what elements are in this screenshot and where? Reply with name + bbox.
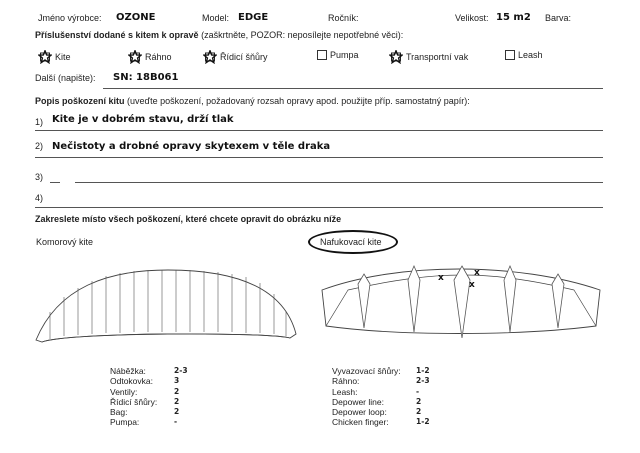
spec-row — [110, 397, 188, 407]
accessories-note: (zaškrtněte, POZOR: neposílejte nepotřebné věci): — [201, 30, 404, 40]
damage-note: (uveďte poškození, požadovaný rozsah opravy apod. použijte příp. samostatný papír): — [127, 96, 470, 106]
foil-kite-label: Komorový kite — [36, 237, 94, 247]
spec-row — [110, 366, 188, 376]
spec-label: Pumpa: — [110, 417, 140, 428]
damage-line-number: 2) — [35, 141, 44, 151]
accessory-label: Řídicí šňůry — [220, 52, 268, 62]
damage-line-rule — [35, 157, 603, 158]
accessory-label: Ráhno — [145, 52, 172, 62]
spec-label: Odtokovka: — [110, 376, 153, 387]
spec-label: Chicken finger: — [332, 417, 389, 428]
spec-label: Ráhno: — [332, 376, 360, 387]
maker-label: Jméno výrobce: — [38, 13, 102, 23]
maker-value[interactable]: OZONE — [116, 12, 156, 23]
accessories-heading — [35, 30, 403, 40]
spec-row — [332, 387, 430, 397]
damage-heading — [35, 96, 470, 106]
spec-value[interactable]: - — [416, 386, 420, 396]
accessory-bag[interactable] — [389, 50, 468, 64]
spec-row — [110, 417, 188, 427]
damage-title: Popis poškození kitu — [35, 96, 125, 106]
other-label: Další (napište): — [35, 73, 96, 83]
accessory-bar[interactable] — [128, 50, 172, 64]
spec-value[interactable]: 1-2 — [416, 417, 430, 427]
checkbox-icon — [505, 50, 515, 60]
damage-mark: x — [438, 273, 444, 283]
accessory-label: Kite — [55, 52, 71, 62]
spec-row — [332, 407, 430, 417]
spec-row — [110, 387, 188, 397]
spec-value[interactable]: 2 — [416, 396, 422, 406]
checked-star-icon — [128, 50, 142, 64]
spec-row — [332, 397, 430, 407]
accessory-lines[interactable] — [203, 50, 268, 64]
damage-line-text[interactable]: Nečistoty a drobné opravy skytexem v těle draka — [52, 141, 331, 152]
model-label: Model: — [202, 13, 230, 23]
spec-row — [332, 366, 430, 376]
checkbox-icon — [317, 50, 327, 60]
checked-star-icon — [203, 50, 217, 64]
spec-label: Depower loop: — [332, 407, 387, 418]
spec-value[interactable]: 2 — [174, 407, 180, 417]
damage-mark: x — [469, 280, 475, 290]
accessory-pump[interactable] — [317, 50, 359, 60]
spec-value[interactable]: 2-3 — [174, 366, 188, 375]
damage-line-rule — [35, 207, 603, 208]
other-underline — [103, 88, 603, 89]
model-value[interactable]: EDGE — [238, 12, 269, 23]
damage-mark: x — [474, 268, 480, 278]
drawing-title: Zakreslete místo všech poškození, které chcete opravit do obrázku níže — [35, 214, 342, 224]
accessory-label: Leash — [518, 50, 543, 60]
spec-row — [332, 417, 430, 427]
spec-label: Leash: — [332, 386, 358, 397]
spec-label: Vyvazovací šňůry: — [332, 366, 401, 376]
size-value[interactable]: 15 m2 — [496, 12, 531, 23]
specs-right-table — [332, 366, 430, 428]
spec-value[interactable]: 3 — [174, 376, 180, 386]
spec-label: Bag: — [110, 407, 128, 418]
damage-line-number: 4) — [35, 193, 44, 203]
damage-line-number: 1) — [35, 117, 44, 127]
foil-kite-drawing[interactable] — [28, 262, 303, 344]
spec-label: Ventily: — [110, 386, 138, 397]
spec-value[interactable]: 2 — [416, 407, 422, 417]
spec-row — [110, 376, 188, 386]
spec-value[interactable]: 2 — [174, 396, 180, 406]
specs-left-table — [110, 366, 188, 428]
accessories-title: Příslušenství dodané s kitem k opravě — [35, 30, 199, 40]
damage-line-rule — [35, 130, 603, 131]
damage-line-rule — [75, 182, 603, 183]
accessory-label: Pumpa — [330, 50, 359, 60]
spec-label: Řídicí šňůry: — [110, 396, 158, 407]
checked-star-icon — [389, 50, 403, 64]
damage-line-text[interactable]: Kite je v dobrém stavu, drží tlak — [52, 114, 234, 125]
spec-value[interactable]: 2 — [174, 386, 180, 396]
size-label: Velikost: — [455, 13, 489, 23]
accessory-label: Transportní vak — [406, 52, 469, 62]
spec-row — [332, 376, 430, 386]
spec-label: Depower line: — [332, 396, 384, 407]
inflatable-kite-label: Nafukovací kite — [320, 237, 382, 247]
year-label: Ročník: — [328, 13, 359, 23]
color-label: Barva: — [545, 13, 572, 23]
accessory-leash[interactable] — [505, 50, 543, 60]
spec-row — [110, 407, 188, 417]
checked-star-icon — [38, 50, 52, 64]
damage-line-rule-short — [50, 182, 60, 183]
spec-value[interactable]: 1-2 — [416, 366, 430, 375]
spec-value[interactable]: 2-3 — [416, 376, 430, 386]
inflatable-kite-drawing[interactable] — [318, 260, 604, 350]
other-value[interactable]: SN: 18B061 — [113, 72, 179, 83]
spec-value[interactable]: - — [174, 417, 178, 427]
spec-label: Náběžka: — [110, 366, 146, 376]
accessory-kite[interactable] — [38, 50, 71, 64]
damage-line-number: 3) — [35, 172, 44, 182]
